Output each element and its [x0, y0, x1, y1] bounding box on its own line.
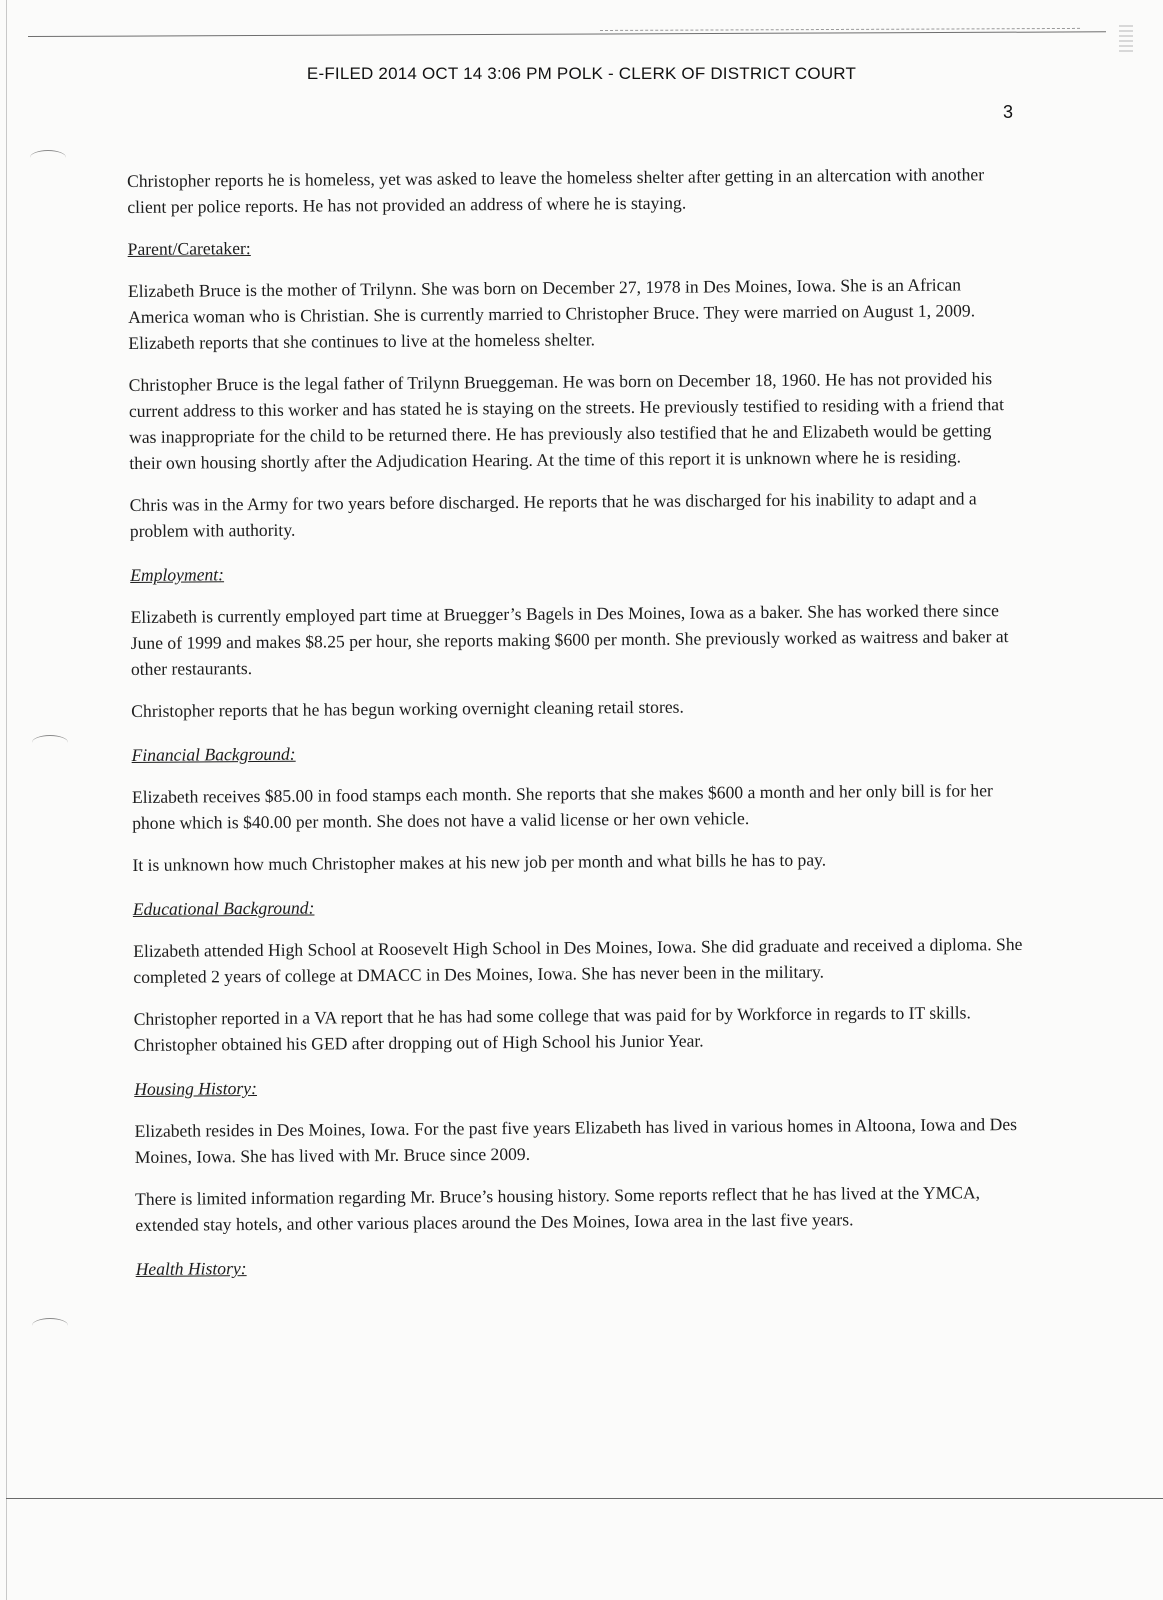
educational-paragraph-1: Elizabeth attended High School at Roosevelt High School in Des Moines, Iowa. She did graduate and received a diploma. She completed 2 years of college at DMACC in Des Moines, Iowa. She has never been in the military. — [133, 933, 1023, 987]
financial-paragraph-2: It is unknown how much Christopher makes at his new job per month and what bills he has to pay. — [132, 849, 827, 875]
scan-top-rule — [28, 31, 1106, 37]
heading-parent-caretaker: Parent/Caretaker: — [127, 238, 251, 259]
punch-hole-mark — [32, 1318, 68, 1333]
intro-paragraph: Christopher reports he is homeless, yet was asked to leave the homeless shelter after getting in an altercation with another client per police reports. He has not provided an address of where he is staying. — [127, 164, 985, 217]
heading-educational: Educational Background: — [132, 897, 315, 919]
scan-left-edge — [6, 0, 7, 1600]
scan-top-rule-faint — [600, 28, 1080, 31]
document-body — [127, 161, 1026, 1282]
efiled-stamp: E-FILED 2014 OCT 14 3:06 PM POLK - CLERK OF DISTRICT COURT — [306, 64, 857, 83]
employment-paragraph-1: Elizabeth is currently employed part time at Bruegger’s Bagels in Des Moines, Iowa as a baker. She has worked there since June of 1999 and makes $8.25 per hour, she reports making $600 per month. She previously worked as waitress and baker at other restaurants. — [130, 600, 1009, 679]
scan-bottom-rule — [6, 1498, 1163, 1499]
housing-paragraph-2: There is limited information regarding Mr. Bruce’s housing history. Some reports reflect that he has lived at the YMCA, extended stay hotels, and other various places around the Des Moines, Iowa area in the last five years. — [135, 1182, 981, 1235]
employment-paragraph-2: Christopher reports that he has begun working overnight cleaning retail stores. — [131, 696, 684, 721]
parent-paragraph-2: Christopher Bruce is the legal father of Trilynn Brueggeman. He was born on December 18, 1960. He has not provided his current address to this worker and has stated he is staying on the streets. He previously testified to residing with a friend that was inappropriate for the child to be returned there. He has previously also testified that he and Elizabeth would be getting their own housing shortly after the Adjudication Hearing. At the time of this report it is unknown where he is residing. — [128, 368, 1005, 473]
educational-paragraph-2: Christopher reported in a VA report that he has had some college that was paid for by Workforce in regards to IT skills. Christopher obtained his GED after dropping out of High School his Junior Year. — [133, 1002, 971, 1055]
parent-paragraph-1: Elizabeth Bruce is the mother of Trilynn. She was born on December 27, 1978 in Des Moines, Iowa. She is an African America woman who is Christian. She is currently married to Christopher Bruce. They were married on August 1, 2009. Elizabeth reports that she continues to live at the homeless shelter. — [127, 274, 976, 353]
financial-paragraph-1: Elizabeth receives $85.00 in food stamps each month. She reports that she makes $600 a month and her only bill is for her phone which is $40.00 per month. She does not have a valid license or her own vehicle. — [131, 780, 993, 833]
parent-paragraph-3: Chris was in the Army for two years before discharged. He reports that he was discharged for his inability to adapt and a problem with authority. — [129, 488, 977, 541]
housing-paragraph-1: Elizabeth resides in Des Moines, Iowa. For the past five years Elizabeth has lived in various homes in Altoona, Iowa and Des Moines, Iowa. She has lived with Mr. Bruce since 2009. — [134, 1114, 1018, 1167]
heading-health: Health History: — [135, 1258, 247, 1279]
punch-hole-mark — [30, 150, 66, 165]
scan-corner-artifact — [1119, 22, 1133, 52]
punch-hole-mark — [32, 735, 68, 750]
heading-employment: Employment: — [130, 564, 225, 585]
heading-housing: Housing History: — [134, 1078, 257, 1099]
page-number: 3 — [1003, 102, 1014, 122]
heading-financial: Financial Background: — [131, 743, 296, 765]
